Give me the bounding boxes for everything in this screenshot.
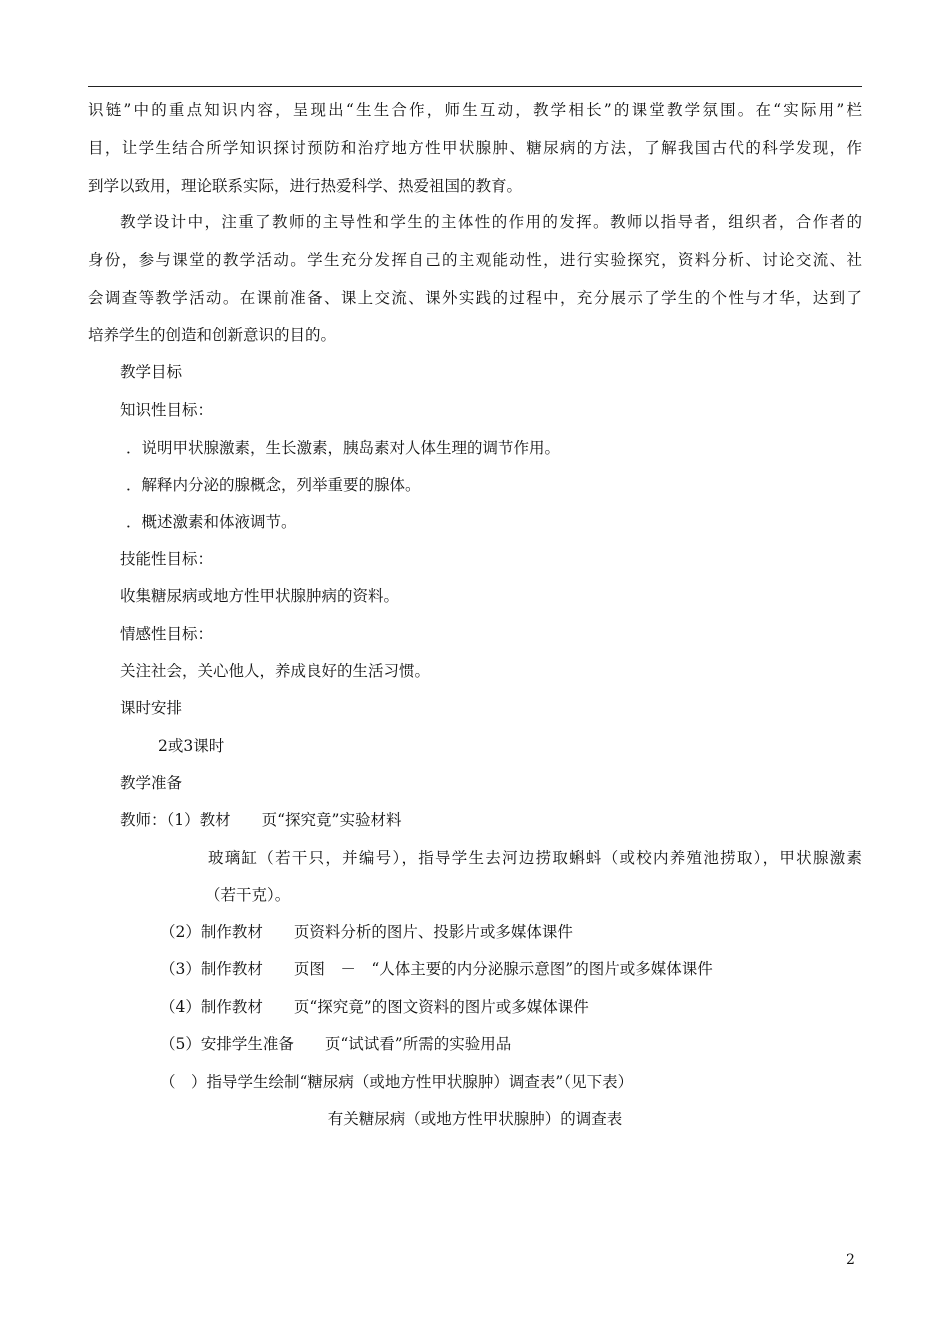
schedule-heading: 课时安排 bbox=[120, 699, 183, 717]
knowledge-heading: 知识性目标： bbox=[120, 401, 214, 419]
preparation-item-6: （ ）指导学生绘制“糖尿病（或地方性甲状腺肿）调查表”（见下表） bbox=[160, 1073, 634, 1091]
skill-heading: 技能性目标： bbox=[120, 550, 214, 568]
item1-detail-line1: 玻璃缸（若干只，并编号），指导学生去河边捞取蝌蚪（或校内养殖池捞取），甲状腺激素 bbox=[208, 849, 862, 867]
objectives-heading: 教学目标 bbox=[120, 363, 183, 381]
paragraph2-line4: 培养学生的创造和创新意识的目的。 bbox=[88, 326, 337, 344]
emotion-heading: 情感性目标： bbox=[120, 625, 214, 643]
preparation-item-4: （4）制作教材 页“探究竟”的图文资料的图片或多媒体课件 bbox=[160, 998, 589, 1016]
skill-text: 收集糖尿病或地方性甲状腺肿病的资料。 bbox=[120, 587, 400, 605]
header-rule bbox=[88, 86, 862, 87]
knowledge-item: ．概述激素和体液调节。 bbox=[126, 513, 297, 531]
preparation-item-3: （3）制作教材 页图 － “人体主要的内分泌腺示意图”的图片或多媒体课件 bbox=[160, 960, 713, 978]
preparation-heading: 教学准备 bbox=[120, 774, 183, 792]
page-number: 2 bbox=[846, 1252, 855, 1268]
paragraph2-line3: 会调查等教学活动。在课前准备、课上交流、课外实践的过程中，充分展示了学生的个性与才华，达到了 bbox=[88, 289, 862, 307]
schedule-text: 2或3课时 bbox=[158, 737, 225, 755]
paragraph1-line1: 识链”中的重点知识内容，呈现出“生生合作，师生互动，教学相长”的课堂教学氛围。在“实际用”栏 bbox=[88, 101, 862, 119]
preparation-item-2: （2）制作教材 页资料分析的图片、投影片或多媒体课件 bbox=[160, 923, 573, 941]
preparation-item-1: 教师：（1）教材 页“探究竟”实验材料 bbox=[120, 811, 402, 829]
paragraph2-line1: 教学设计中，注重了教师的主导性和学生的主体性的作用的发挥。教师以指导者，组织者，合作者的 bbox=[120, 213, 862, 231]
table-caption: 有关糖尿病（或地方性甲状腺肿）的调查表 bbox=[327, 1110, 623, 1128]
paragraph1-line2: 目，让学生结合所学知识探讨预防和治疗地方性甲状腺肿、糖尿病的方法，了解我国古代的科学发现，作 bbox=[88, 139, 862, 157]
knowledge-item: ．解释内分泌的腺概念，列举重要的腺体。 bbox=[126, 476, 421, 494]
emotion-text: 关注社会，关心他人，养成良好的生活习惯。 bbox=[120, 662, 431, 680]
paragraph1-line3: 到学以致用，理论联系实际，进行热爱科学、热爱祖国的教育。 bbox=[88, 177, 523, 195]
item1-detail-line2: （若干克）。 bbox=[205, 886, 291, 904]
preparation-item-5: （5）安排学生准备 页“试试看”所需的实验用品 bbox=[160, 1035, 512, 1053]
paragraph2-line2: 身份，参与课堂的教学活动。学生充分发挥自己的主观能动性，进行实验探究，资料分析、讨论交流、社 bbox=[88, 251, 862, 269]
knowledge-item: ．说明甲状腺激素，生长激素，胰岛素对人体生理的调节作用。 bbox=[126, 439, 561, 457]
